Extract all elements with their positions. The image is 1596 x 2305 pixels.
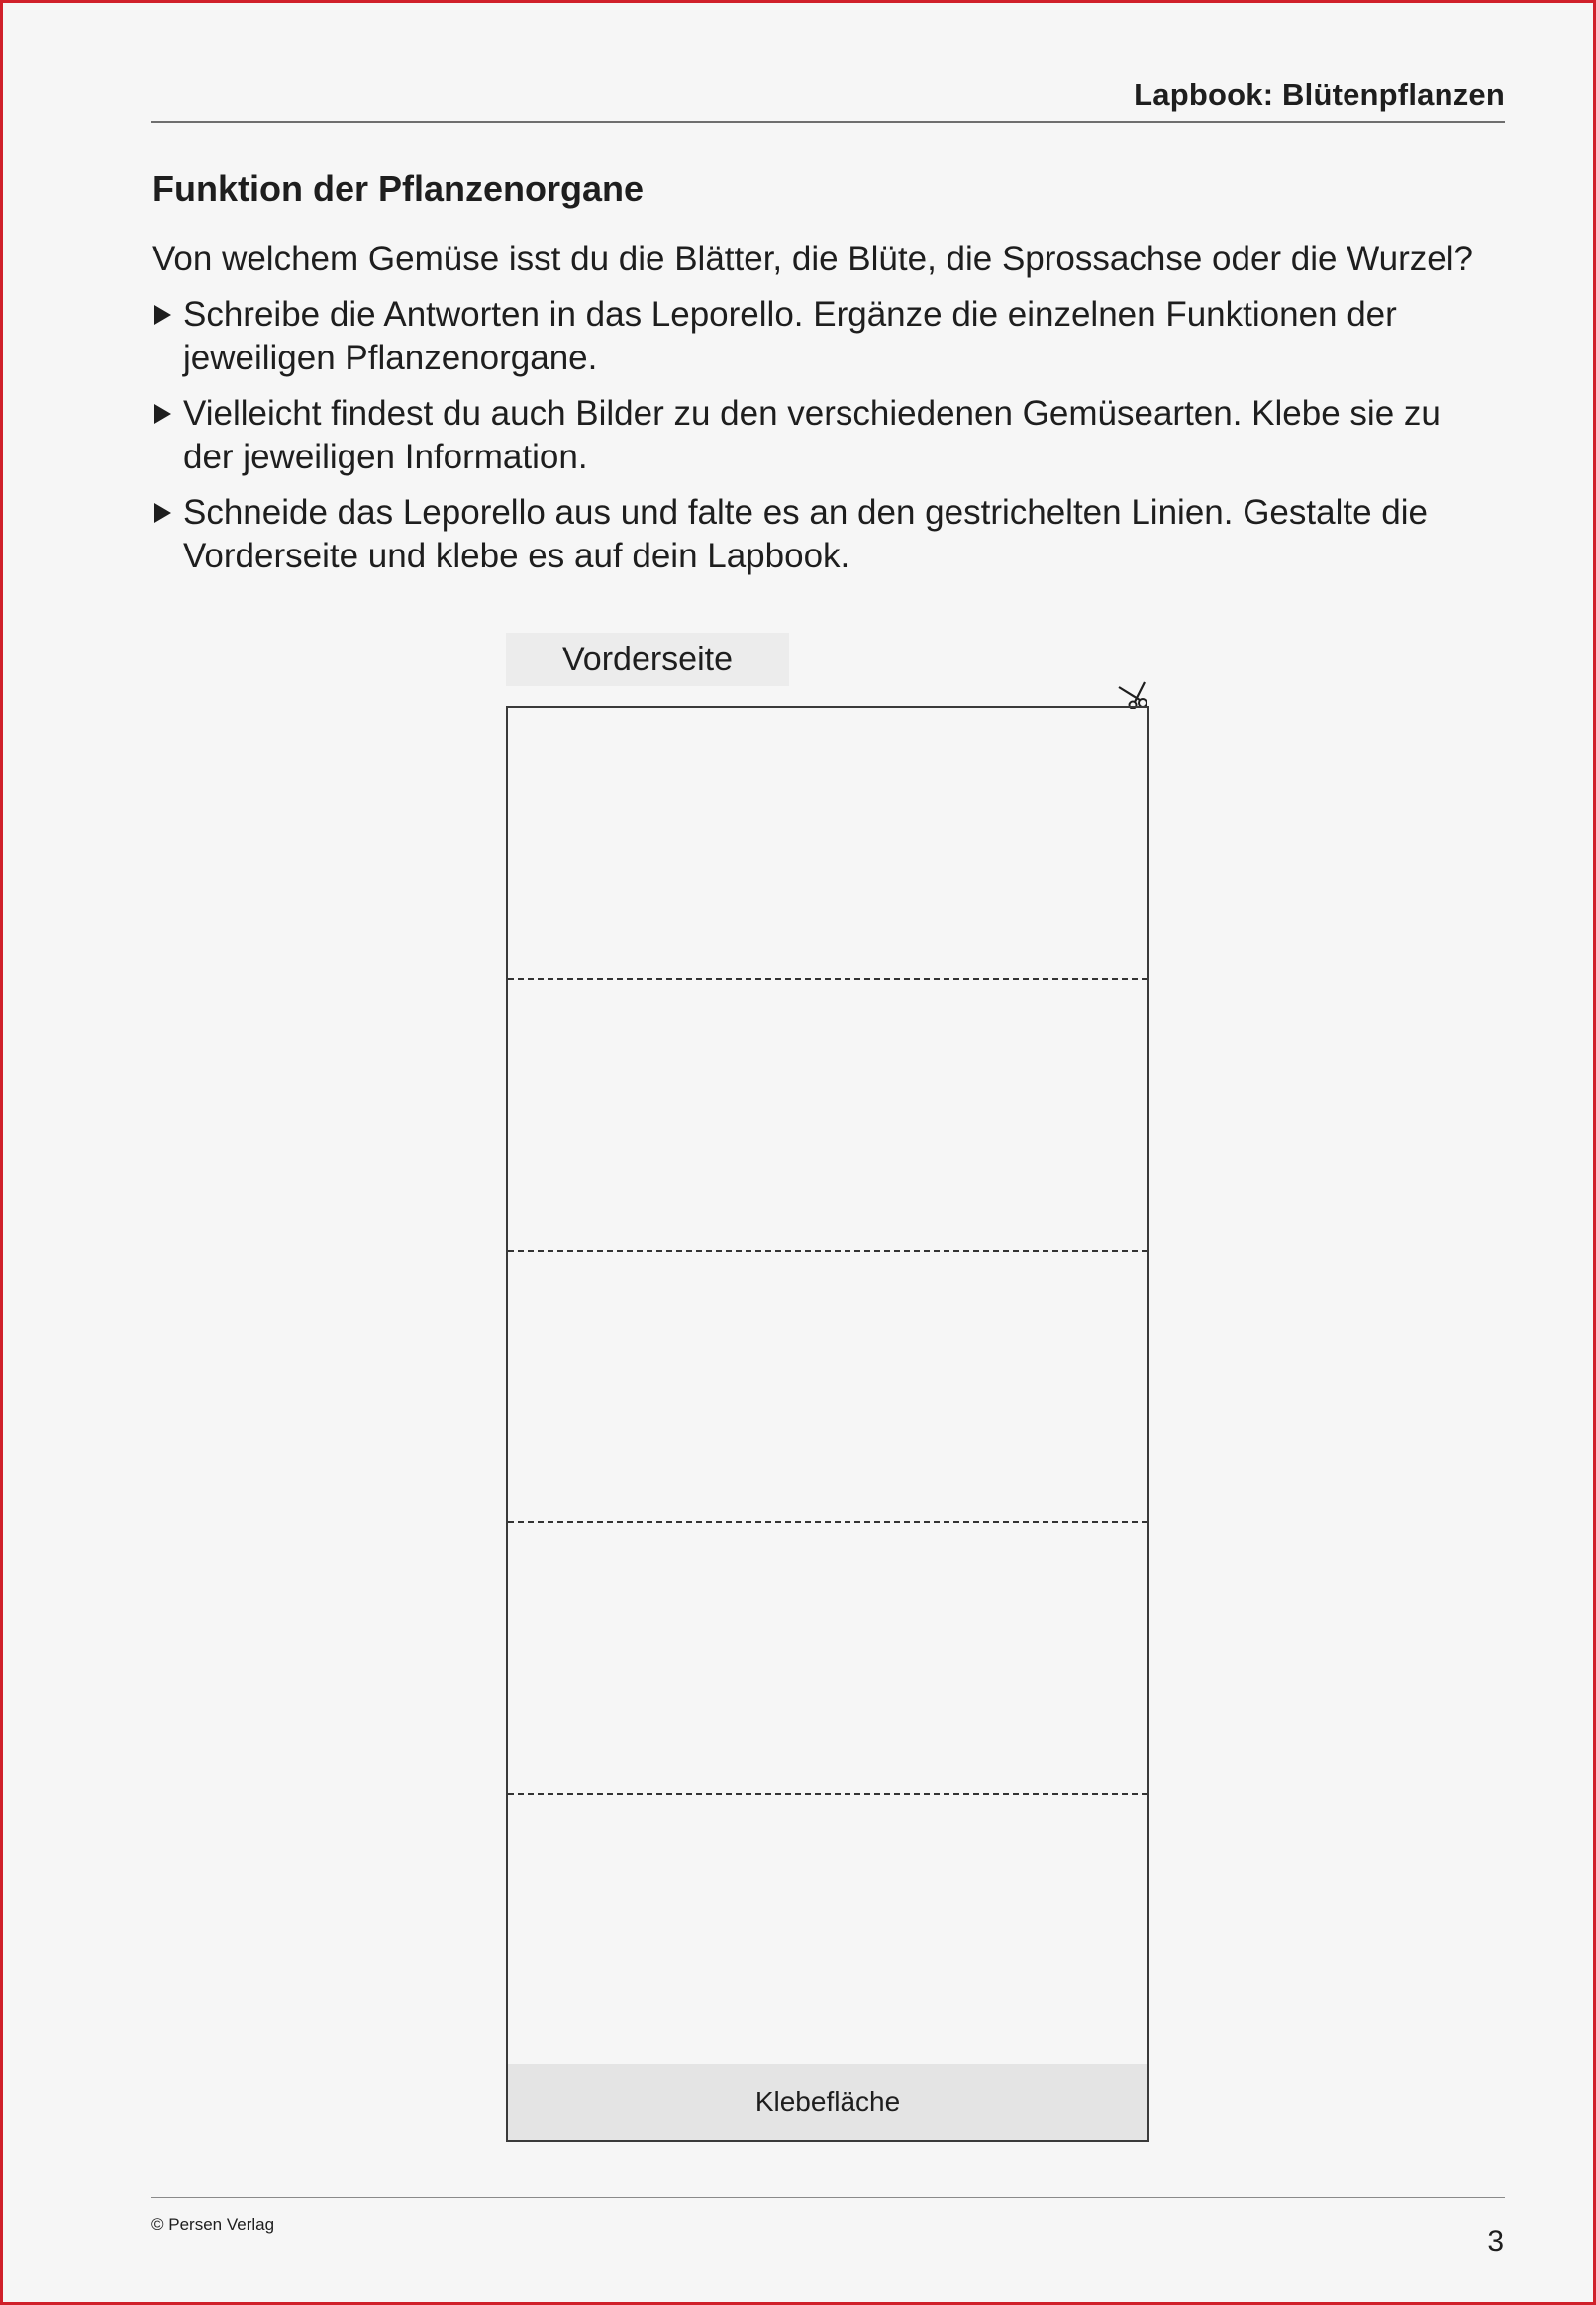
leporello-panel <box>508 980 1147 1252</box>
scissors-icon <box>1113 679 1152 709</box>
triangle-right-icon <box>154 404 171 424</box>
header-title: Lapbook: Blütenpflanzen <box>1134 77 1505 112</box>
front-side-label: Vorderseite <box>506 633 789 686</box>
instruction-item <box>152 491 1479 578</box>
leporello-cutout <box>506 706 1149 2142</box>
intro-question: Von welchem Gemüse isst du die Blätter, die Blüte, die Sprossachse oder die Wurzel? <box>152 240 1473 278</box>
leporello-panel <box>508 1523 1147 1795</box>
instruction-text: Schneide das Leporello aus und falte es an den gestrichelten Linien. Gestalte die Vorderseite und klebe es auf dein Lapbook. <box>183 493 1428 575</box>
section-heading: Funktion der Pflanzenorgane <box>152 168 645 209</box>
page-number: 3 <box>1487 2225 1504 2257</box>
header-divider <box>151 121 1505 123</box>
instruction-text: Vielleicht findest du auch Bilder zu den verschiedenen Gemüsearten. Klebe sie zu der jeweiligen Information. <box>183 394 1441 476</box>
instruction-item <box>152 392 1479 479</box>
instruction-text: Schreibe die Antworten in das Leporello. Ergänze die einzelnen Funktionen der jeweiligen Pflanzenorgane. <box>183 295 1397 377</box>
leporello-panel <box>508 1795 1147 2066</box>
triangle-right-icon <box>154 503 171 523</box>
footer-divider <box>151 2197 1505 2198</box>
glue-area: Klebefläche <box>508 2064 1147 2140</box>
copyright-notice: © Persen Verlag <box>151 2215 275 2234</box>
instruction-list <box>152 293 1479 590</box>
instruction-item <box>152 293 1479 380</box>
triangle-right-icon <box>154 305 171 325</box>
leporello-panel <box>508 1252 1147 1523</box>
leporello-panel <box>508 708 1147 980</box>
